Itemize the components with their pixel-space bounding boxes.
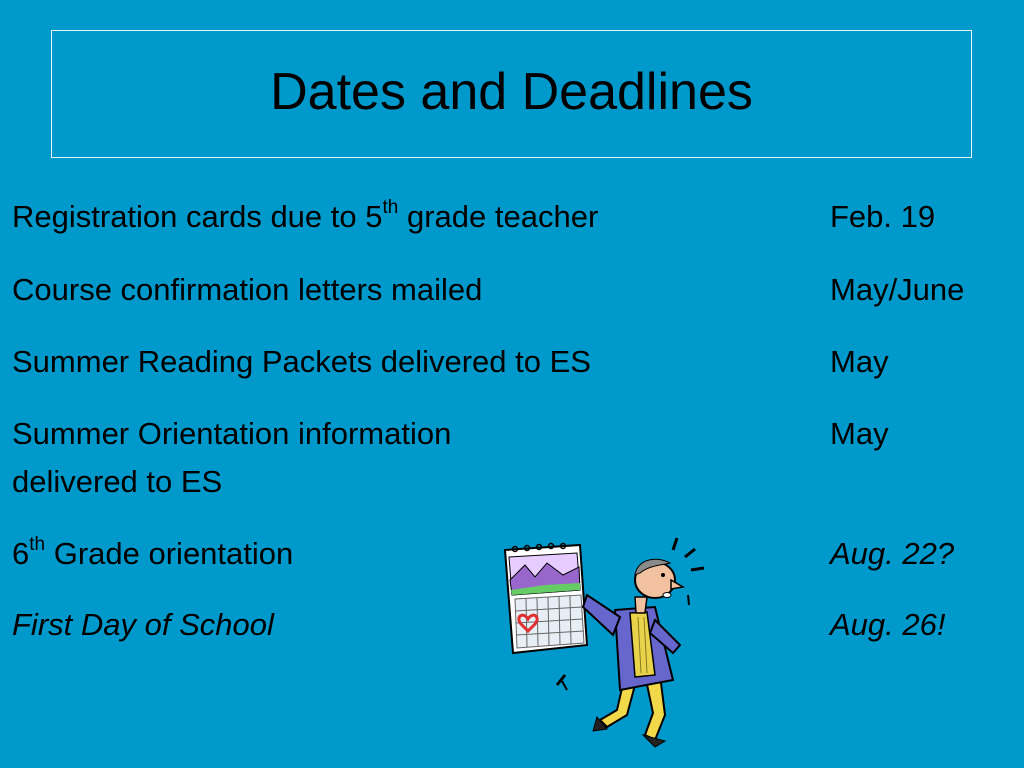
deadline-date-first-day: Aug. 26!	[830, 607, 946, 642]
deadline-date-registration-cards: Feb. 19	[830, 199, 936, 234]
calendar-icon	[505, 544, 587, 654]
deadline-label-6th-grade-orientation	[12, 535, 293, 573]
label-line: delivered to ES	[12, 464, 223, 499]
deadline-date-summer-reading: May	[830, 344, 889, 379]
label-part: Grade orientation	[45, 536, 294, 571]
label-part: grade teacher	[398, 199, 599, 234]
label-line: Summer Orientation information	[12, 416, 452, 451]
label-part: 6	[12, 536, 30, 571]
ordinal-suffix: th	[29, 533, 46, 555]
slide-title: Dates and Deadlines	[270, 63, 753, 121]
deadline-label-course-confirmation: Course confirmation letters mailed	[12, 272, 483, 307]
deadline-label-summer-orientation	[12, 415, 451, 501]
deadline-date-6th-grade-orientation: Aug. 22?	[830, 536, 955, 571]
deadline-date-summer-orientation: May	[830, 416, 889, 451]
deadline-label-first-day: First Day of School	[12, 607, 274, 642]
deadline-date-course-confirmation: May/June	[830, 272, 965, 307]
ordinal-suffix: th	[382, 196, 399, 218]
title-box	[51, 30, 972, 158]
man-with-calendar-clipart	[495, 535, 725, 750]
label-part: Registration cards due to 5	[12, 199, 383, 234]
deadline-label-summer-reading: Summer Reading Packets delivered to ES	[12, 344, 591, 379]
deadline-label-registration-cards	[12, 198, 598, 236]
